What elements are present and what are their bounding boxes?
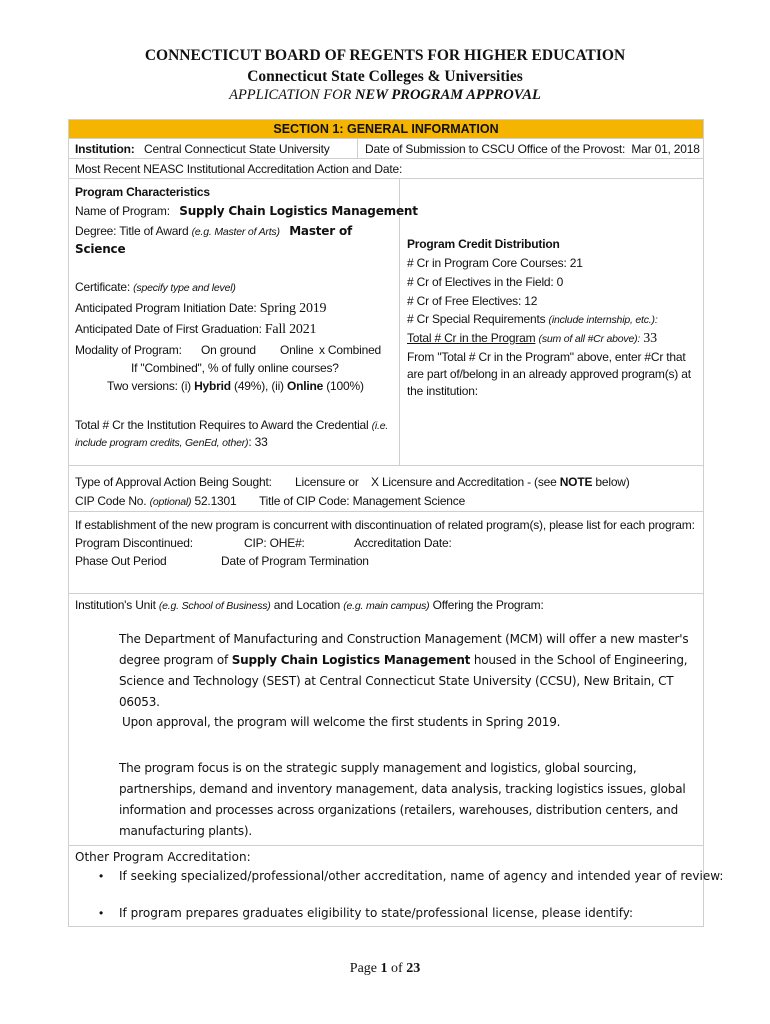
approved-credits-line-1: From "Total # Cr in the Program" above, enter #Cr that — [407, 350, 686, 364]
paragraph-1-end: housed in the School of Engineering, Science and Technology (SEST) at Central Connecticut State University (CCSU), New Britain, CT 06053. — [119, 653, 688, 709]
page-footer — [0, 961, 770, 977]
total-credits-hint: (i.e. — [371, 420, 389, 432]
document-subtitle: Connecticut State Colleges & Universities — [247, 68, 523, 85]
document-title: CONNECTICUT BOARD OF REGENTS FOR HIGHER EDUCATION — [144, 47, 626, 64]
modality-field — [75, 343, 182, 357]
submission-value[interactable]: Mar 01, 2018 — [631, 142, 700, 156]
unit-label-2: and Location — [273, 598, 341, 612]
modality-combined[interactable]: x Combined — [319, 343, 382, 357]
approved-credits-line-2: are part of/belong in an already approved program(s) at — [407, 367, 691, 381]
discontinued-cip-label: CIP: OHE#: — [244, 536, 305, 550]
program-name-value[interactable]: Supply Chain Logistics Management — [179, 204, 418, 218]
versions-mid: (49%), (ii) — [230, 379, 287, 393]
document-form-name — [0, 87, 770, 104]
degree-label: Degree: Title of Award — [75, 224, 189, 238]
accreditation-bullet-2: If program prepares graduates eligibility to state/professional license, please identify: — [119, 906, 633, 920]
initiation-date-field — [75, 301, 326, 317]
total-program-credits-label: Total # Cr in the Program — [407, 331, 536, 345]
submission-date-field — [365, 142, 700, 156]
program-name-label: Name of Program: — [75, 204, 170, 218]
cip-code-title[interactable]: Title of CIP Code: Management Science — [259, 494, 466, 508]
unit-label — [75, 598, 544, 612]
page-total: 23 — [406, 961, 421, 976]
combined-question: If "Combined", % of fully online courses? — [131, 361, 339, 375]
versions-online: Online — [286, 379, 324, 393]
unit-row — [69, 593, 703, 845]
modality-label: Modality of Program: — [75, 343, 182, 357]
total-program-credits-value[interactable]: 33 — [643, 331, 657, 346]
versions-prefix: Two versions: (i) — [107, 379, 195, 393]
total-credits-field-continued — [75, 435, 268, 449]
approval-row — [69, 465, 703, 511]
institution-label: Institution: — [75, 142, 135, 156]
discontinuation-intro: If establishment of the new program is concurrent with discontinuation of related program(s), please list for each program: — [75, 518, 695, 532]
unit-paragraph-2: Upon approval, the program will welcome the first students in Spring 2019. — [122, 715, 561, 729]
core-credits[interactable]: # Cr in Program Core Courses: 21 — [407, 256, 583, 270]
initiation-value[interactable]: Spring 2019 — [259, 301, 327, 316]
bullet-icon: • — [99, 869, 104, 883]
certificate-field — [75, 280, 236, 294]
page-word: Page — [349, 961, 381, 976]
versions-note — [107, 379, 364, 393]
institution-field — [75, 142, 330, 156]
total-credits-label: Total # Cr the Institution Requires to Award the Credential — [75, 418, 369, 432]
submission-label: Date of Submission to CSCU Office of the Provost: — [365, 142, 626, 156]
row-divider — [399, 179, 400, 466]
licensure-accreditation-prefix: X Licensure and Accreditation - (see — [371, 475, 560, 489]
characteristics-row — [69, 178, 703, 465]
degree-hint: (e.g. Master of Arts) — [191, 226, 280, 238]
total-program-credits-hint: (sum of all #Cr above): — [538, 333, 641, 345]
modality-online[interactable]: Online — [280, 343, 314, 357]
total-credits-field — [75, 418, 388, 432]
phase-out-label: Phase Out Period — [75, 554, 167, 568]
cip-code-hint: (optional) — [149, 496, 192, 508]
credit-distribution-heading: Program Credit Distribution — [407, 237, 560, 251]
cip-code-value[interactable]: 52.1301 — [194, 494, 237, 508]
bullet-icon: • — [99, 906, 104, 920]
versions-suffix: (100%) — [323, 379, 364, 393]
total-program-credits-field — [407, 331, 657, 347]
paragraph-1-start: The Department of Manufacturing and Construction Management (MCM) will offer a new master's degree program of — [119, 632, 689, 667]
degree-value-continued: Science — [75, 242, 126, 256]
termination-date-label: Date of Program Termination — [221, 554, 369, 568]
other-accreditation-row — [69, 845, 724, 927]
form-name-bold: NEW PROGRAM APPROVAL — [355, 87, 541, 103]
total-credits-value[interactable]: : 33 — [248, 435, 268, 449]
electives-field-credits[interactable]: # Cr of Electives in the Field: 0 — [407, 275, 564, 289]
special-requirements-hint: (include internship, etc.): — [548, 314, 658, 326]
cip-code-field — [75, 494, 236, 508]
paragraph-1-program-name: Supply Chain Logistics Management — [231, 653, 471, 667]
modality-on-ground[interactable]: On ground — [201, 343, 256, 357]
program-name-field — [75, 204, 418, 218]
unit-hint-1: (e.g. School of Business) — [158, 600, 271, 612]
versions-hybrid: Hybrid — [194, 379, 231, 393]
neasc-row — [69, 158, 703, 178]
row-divider — [357, 139, 358, 159]
program-discontinued-label: Program Discontinued: — [75, 536, 193, 550]
approval-licensure-accreditation-option[interactable] — [371, 475, 630, 489]
other-accreditation-label: Other Program Accreditation: — [75, 850, 251, 864]
special-requirements-label: # Cr Special Requirements — [407, 312, 546, 326]
of-word: of — [387, 961, 407, 976]
accreditation-date-label: Accreditation Date: — [354, 536, 452, 550]
total-credits-hint-continued: include program credits, GenEd, other) — [75, 437, 249, 449]
unit-paragraph-3: The program focus is on the strategic supply management and logistics, global sourcing, partnerships, demand and inventory management, data analysis, tracking logistics issues, global information and processes across organizations (retailers, warehouses, distribution centers, and manufacturing plants). — [119, 761, 686, 838]
page-number: 1 — [380, 961, 388, 976]
certificate-hint: (specify type and level) — [133, 282, 236, 294]
free-electives-credits[interactable]: # Cr of Free Electives: 12 — [407, 294, 538, 308]
licensure-accreditation-note: NOTE — [559, 475, 593, 489]
institution-value[interactable]: Central Connecticut State University — [144, 142, 330, 156]
unit-label-1: Institution's Unit — [75, 598, 156, 612]
graduation-label: Anticipated Date of First Graduation: — [75, 322, 262, 336]
section-title-bar: SECTION 1: GENERAL INFORMATION — [69, 120, 703, 138]
special-requirements-field — [407, 312, 658, 326]
unit-hint-2: (e.g. main campus) — [343, 600, 430, 612]
approval-type-label: Type of Approval Action Being Sought: — [75, 475, 272, 489]
degree-value[interactable]: Master of — [289, 224, 353, 238]
licensure-accreditation-suffix: below) — [592, 475, 630, 489]
graduation-value[interactable]: Fall 2021 — [264, 322, 317, 337]
characteristics-heading: Program Characteristics — [75, 185, 210, 199]
application-form — [68, 119, 724, 927]
unit-label-3: Offering the Program: — [432, 598, 544, 612]
discontinuation-row — [69, 511, 703, 593]
institution-row — [69, 138, 703, 158]
form-name-prefix: APPLICATION FOR — [229, 87, 356, 103]
approved-credits-line-3: the institution: — [407, 384, 478, 398]
certificate-label: Certificate: — [75, 280, 130, 294]
accreditation-bullet-1: If seeking specialized/professional/other accreditation, name of agency and intended year of review: — [119, 869, 724, 883]
initiation-label: Anticipated Program Initiation Date: — [75, 301, 257, 315]
degree-field — [75, 224, 352, 238]
graduation-date-field — [75, 322, 316, 338]
cip-code-label: CIP Code No. — [75, 494, 147, 508]
approval-licensure-option[interactable]: Licensure or — [295, 475, 359, 489]
unit-paragraph-1 — [119, 629, 699, 713]
neasc-label: Most Recent NEASC Institutional Accreditation Action and Date: — [75, 162, 403, 176]
